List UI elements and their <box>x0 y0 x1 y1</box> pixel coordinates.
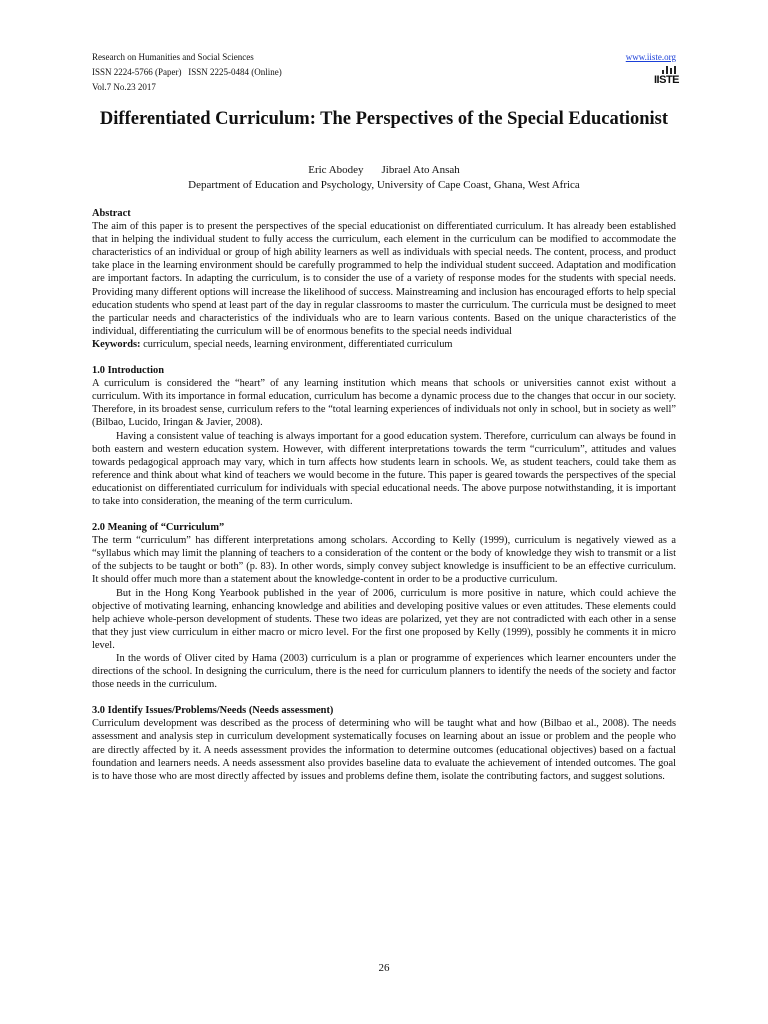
journal-name: Research on Humanities and Social Sciences <box>92 52 254 62</box>
affiliation: Department of Education and Psychology, University of Cape Coast, Ghana, West Africa <box>188 179 580 191</box>
header-right <box>626 50 676 65</box>
logo-bars-icon <box>654 66 676 74</box>
abstract-text: The aim of this paper is to present the perspectives of the special educationist on differentiated curriculum. It has already been established that in helping the individual student to fully access the curriculum, each element in the curriculum can be modified to accommodate the characteristics of an individual or group of high ability learners as well as individuals with special needs. The content, process, and product take place in the learning environment should be carefully programmed to help the individual student succeed. Adaptation and modification are important factors. In adapting the curriculum, is to consider the use of a variety of response modes for the students with special needs. Providing many different options will increase the likelihood of success. Mainstreaming and inclusion has encouraged efforts to help special education students who spend at least part of the day in regular classrooms to master the curriculum. The curricula must be designed to meet the particular needs and characteristics of the individuals who are to learn various contents. Based on the unique characteristics of the individual, differentiating the curriculum will be of enormous benefits to the special needs individual <box>92 221 676 337</box>
paper-body <box>92 207 676 783</box>
abstract-heading: Abstract <box>92 208 131 219</box>
paragraph: In the words of Oliver cited by Hama (2003) curriculum is a plan or programme of experiences which learner encounters under the directions of the school. In designing the curriculum, there is the need for curriculum planners to identify the needs of the society and factor those needs in the curriculum. <box>92 653 676 691</box>
journal-url-link[interactable]: www.iiste.org <box>625 52 676 62</box>
issn-line: ISSN 2224-5766 (Paper) ISSN 2225-0484 (Online) <box>92 67 282 77</box>
paragraph: Having a consistent value of teaching is always important for a good education system. Therefore, curriculum can always be found in both eastern and western education system. However, with different interpretations towards the term “curriculum”, attitudes and values towards pedagogical approach may vary, which in turn affects how students learn in schools. We, as student teachers, could take them as reference and think about what kind of teachers we would become in the future. This paper is geared towards the perspectives of the special educationist on differentiated curriculum for individuals with special educational needs. The above purpose notwithstanding, it is important to take into consideration, the meaning of the term curriculum. <box>92 430 676 507</box>
keywords-line <box>92 338 676 351</box>
paragraph: The term “curriculum” has different interpretations among scholars. According to Kelly (1999), curriculum is negatively viewed as a “syllabus which may limit the planning of teachers to a consideration of the content or the body of knowledge they wish to transmit or a list of the subjects to be taught or both” (p. 83). In other words, simply convey subject knowledge is insufficient to be an effective curriculum. It should offer much more than a statement about the knowledge-content in order to be a productive curriculum. <box>92 535 676 586</box>
journal-header <box>92 50 282 95</box>
paragraph: But in the Hong Kong Yearbook published in the year of 2006, curriculum is more positive in nature, which could achieve the objective of motivating learning, enhancing knowledge and abilities and developing positive values or even attitudes. These elements could help achieve whole-person development of students. These two ideas are polarized, yet they are not contradicted with each other in a sense that they just view curriculum in either macro or micro level. For the first one proposed by Kelly (1999), possibly he comments it in micro level. <box>92 587 676 651</box>
author-name: Eric Abodey <box>308 164 364 176</box>
paragraph: Curriculum development was described as the process of determining who will be taught what and how (Bilbao et al., 2008). The needs assessment and analysis step in curriculum development systematically focuses on learning about an issue or problem and the people who are directly affected by it. A needs assessment provides the information to determine outcomes (educational objectives) based on a factual foundation and learners needs. A needs assessment also provides baseline data to evaluate the achievement of intended outcomes. The goal is to have those who are most directly affected by issues and problems define them, isolate the contributing factors, and suggest solutions. <box>92 718 676 782</box>
section-heading: 2.0 Meaning of “Curriculum” <box>92 522 225 534</box>
keywords-list: curriculum, special needs, learning environment, differentiated curriculum <box>140 338 453 350</box>
paragraph: A curriculum is considered the “heart” of any learning institution which means that schools or universities cannot exist without a curriculum. With its importance in formal education, curriculum has become a dynamic process due to the changes that occur in our society. Therefore, in its broadest sense, curriculum refers to the “total learning experiences of individuals not only in school, but in society as well” (Bilbao, Lucido, Iringan & Javier, 2008). <box>92 378 676 429</box>
paper-title: Differentiated Curriculum: The Perspectives of the Special Educationist <box>99 109 669 129</box>
author-name: Jibrael Ato Ansah <box>381 164 460 176</box>
volume-line: Vol.7 No.23 2017 <box>92 82 156 92</box>
page-number: 26 <box>378 962 390 974</box>
keywords-label: Keywords: <box>92 338 141 350</box>
author-line <box>92 163 676 178</box>
section-heading: 1.0 Introduction <box>92 365 164 377</box>
logo-text: IISTE <box>654 74 680 86</box>
section-heading: 3.0 Identify Issues/Problems/Needs (Needs assessment) <box>92 705 334 717</box>
iiste-logo <box>654 66 680 90</box>
